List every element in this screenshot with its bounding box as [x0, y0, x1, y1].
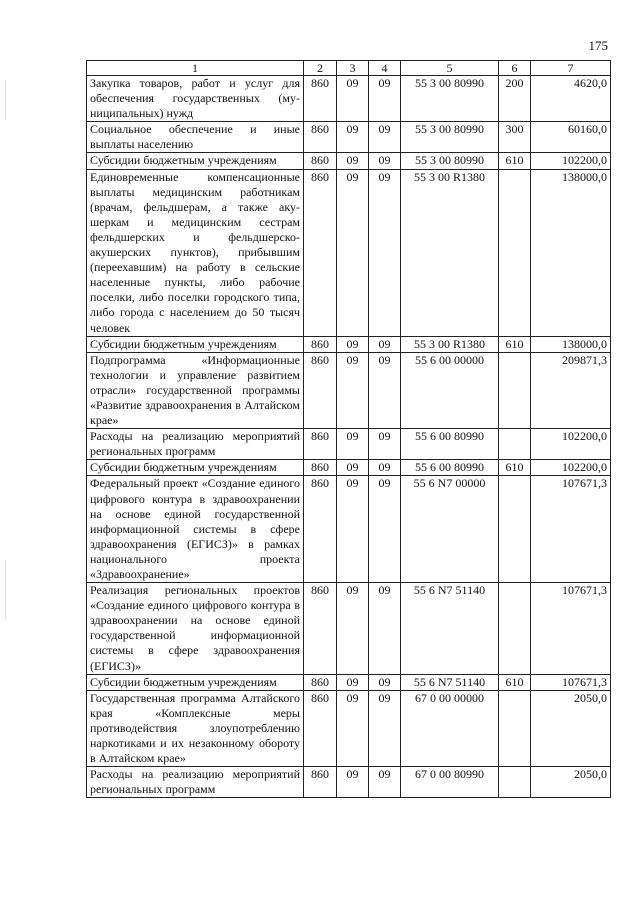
col-header-4: 4	[369, 61, 401, 76]
row-expense-type	[499, 583, 531, 675]
row-expense-type: 610	[499, 460, 531, 476]
row-expense-type: 610	[499, 336, 531, 352]
table-header-row	[87, 61, 611, 76]
table-row	[87, 476, 611, 583]
row-ministry-code: 860	[304, 583, 337, 675]
row-ministry-code: 860	[304, 767, 337, 798]
row-expense-type: 610	[499, 153, 531, 169]
row-target-article: 55 6 N7 51140	[401, 674, 499, 690]
row-subsection-code: 09	[369, 153, 401, 169]
row-section-code: 09	[337, 476, 369, 583]
row-amount: 102200,0	[531, 460, 611, 476]
row-ministry-code: 860	[304, 476, 337, 583]
table-row	[87, 153, 611, 169]
scan-edge-mark	[5, 560, 6, 620]
row-amount: 60160,0	[531, 122, 611, 153]
row-ministry-code: 860	[304, 690, 337, 766]
row-amount: 107671,3	[531, 476, 611, 583]
row-section-code: 09	[337, 169, 369, 336]
table-body	[87, 76, 611, 798]
row-section-code: 09	[337, 690, 369, 766]
row-amount: 102200,0	[531, 153, 611, 169]
row-subsection-code: 09	[369, 583, 401, 675]
row-expense-type	[499, 429, 531, 460]
col-header-3: 3	[337, 61, 369, 76]
row-amount: 102200,0	[531, 429, 611, 460]
row-subsection-code: 09	[369, 76, 401, 122]
scan-edge-mark	[5, 80, 6, 120]
row-target-article: 55 6 N7 51140	[401, 583, 499, 675]
row-name: Расходы на реализацию мероприятий региональных программ	[87, 767, 304, 798]
row-section-code: 09	[337, 76, 369, 122]
row-target-article: 55 6 00 80990	[401, 429, 499, 460]
col-header-1: 1	[87, 61, 304, 76]
row-ministry-code: 860	[304, 460, 337, 476]
row-expense-type: 610	[499, 674, 531, 690]
row-subsection-code: 09	[369, 352, 401, 428]
row-ministry-code: 860	[304, 336, 337, 352]
row-ministry-code: 860	[304, 169, 337, 336]
row-section-code: 09	[337, 336, 369, 352]
row-section-code: 09	[337, 460, 369, 476]
row-expense-type	[499, 690, 531, 766]
row-name: Субсидии бюджетным учреждениям	[87, 674, 304, 690]
table-row	[87, 352, 611, 428]
row-target-article: 55 3 00 80990	[401, 76, 499, 122]
row-subsection-code: 09	[369, 122, 401, 153]
row-name: Закупка товаров, работ и услуг для обеспечения государственных (муниципальных) нужд	[87, 76, 304, 122]
table-row	[87, 583, 611, 675]
table-row	[87, 429, 611, 460]
row-ministry-code: 860	[304, 674, 337, 690]
row-expense-type	[499, 767, 531, 798]
row-subsection-code: 09	[369, 429, 401, 460]
row-target-article: 55 3 00 80990	[401, 153, 499, 169]
row-name: Реализация региональных проектов «Создание единого цифрового контура в здравоохранении на основе единой государственной информационной системы в сфере здравоохранения (ЕГИСЗ)»	[87, 583, 304, 675]
row-section-code: 09	[337, 674, 369, 690]
row-target-article: 55 3 00 R1380	[401, 336, 499, 352]
row-subsection-code: 09	[369, 767, 401, 798]
row-section-code: 09	[337, 352, 369, 428]
row-section-code: 09	[337, 583, 369, 675]
row-ministry-code: 860	[304, 429, 337, 460]
row-subsection-code: 09	[369, 690, 401, 766]
col-header-6: 6	[499, 61, 531, 76]
row-subsection-code: 09	[369, 476, 401, 583]
row-section-code: 09	[337, 122, 369, 153]
row-amount: 138000,0	[531, 169, 611, 336]
table-row	[87, 460, 611, 476]
page-number: 175	[588, 38, 608, 53]
col-header-5: 5	[401, 61, 499, 76]
row-name: Государственная программа Алтайского края «Комплексные меры противодействия злоупотреблению наркотиками и их незаконному обороту в Алтайском крае»	[87, 690, 304, 766]
row-target-article: 55 6 00 80990	[401, 460, 499, 476]
col-header-7: 7	[531, 61, 611, 76]
row-amount: 2050,0	[531, 690, 611, 766]
row-amount: 107671,3	[531, 583, 611, 675]
table-row	[87, 76, 611, 122]
row-name: Расходы на реализацию мероприятий региональных программ	[87, 429, 304, 460]
row-expense-type	[499, 476, 531, 583]
row-ministry-code: 860	[304, 352, 337, 428]
row-target-article: 55 3 00 R1380	[401, 169, 499, 336]
row-target-article: 67 0 00 00000	[401, 690, 499, 766]
table-row	[87, 169, 611, 336]
col-header-2: 2	[304, 61, 337, 76]
row-subsection-code: 09	[369, 674, 401, 690]
row-expense-type: 300	[499, 122, 531, 153]
row-target-article: 67 0 00 80990	[401, 767, 499, 798]
table-row	[87, 336, 611, 352]
table-row	[87, 674, 611, 690]
row-ministry-code: 860	[304, 76, 337, 122]
row-amount: 107671,3	[531, 674, 611, 690]
row-name: Социальное обеспечение и иные выплаты населению	[87, 122, 304, 153]
row-name: Федеральный проект «Создание единого цифрового контура в здравоохранении на основе единой государственной информационной системы в сфере здравоохранения (ЕГИСЗ)» в рамках национального проекта «Здравоохранение»	[87, 476, 304, 583]
table-row	[87, 767, 611, 798]
row-section-code: 09	[337, 767, 369, 798]
row-name: Субсидии бюджетным учреждениям	[87, 336, 304, 352]
row-amount: 138000,0	[531, 336, 611, 352]
row-ministry-code: 860	[304, 122, 337, 153]
row-amount: 209871,3	[531, 352, 611, 428]
row-target-article: 55 3 00 80990	[401, 122, 499, 153]
row-name: Подпрограмма «Информационные технологии и управление развитием отрасли» государственной программы «Развитие здравоохранения в Алтайском крае»	[87, 352, 304, 428]
budget-table	[86, 60, 611, 798]
row-section-code: 09	[337, 153, 369, 169]
row-expense-type	[499, 352, 531, 428]
table-row	[87, 690, 611, 766]
row-amount: 2050,0	[531, 767, 611, 798]
row-target-article: 55 6 00 00000	[401, 352, 499, 428]
row-subsection-code: 09	[369, 169, 401, 336]
row-expense-type	[499, 169, 531, 336]
row-expense-type: 200	[499, 76, 531, 122]
row-target-article: 55 6 N7 00000	[401, 476, 499, 583]
row-name: Единовременные компенсационные выплаты медицинским работникам (врачам, фельдшерам, а также акушеркам и медицинским сестрам фельдшерских и фельдшерско-акушерских пунктов), прибывшим (переехавшим) на работу в сельские населенные пункты, либо рабочие поселки, либо поселки городского типа, либо города с населением до 50 тысяч человек	[87, 169, 304, 336]
table-row	[87, 122, 611, 153]
row-ministry-code: 860	[304, 153, 337, 169]
row-section-code: 09	[337, 429, 369, 460]
row-name: Субсидии бюджетным учреждениям	[87, 460, 304, 476]
row-amount: 4620,0	[531, 76, 611, 122]
row-name: Субсидии бюджетным учреждениям	[87, 153, 304, 169]
row-subsection-code: 09	[369, 336, 401, 352]
row-subsection-code: 09	[369, 460, 401, 476]
